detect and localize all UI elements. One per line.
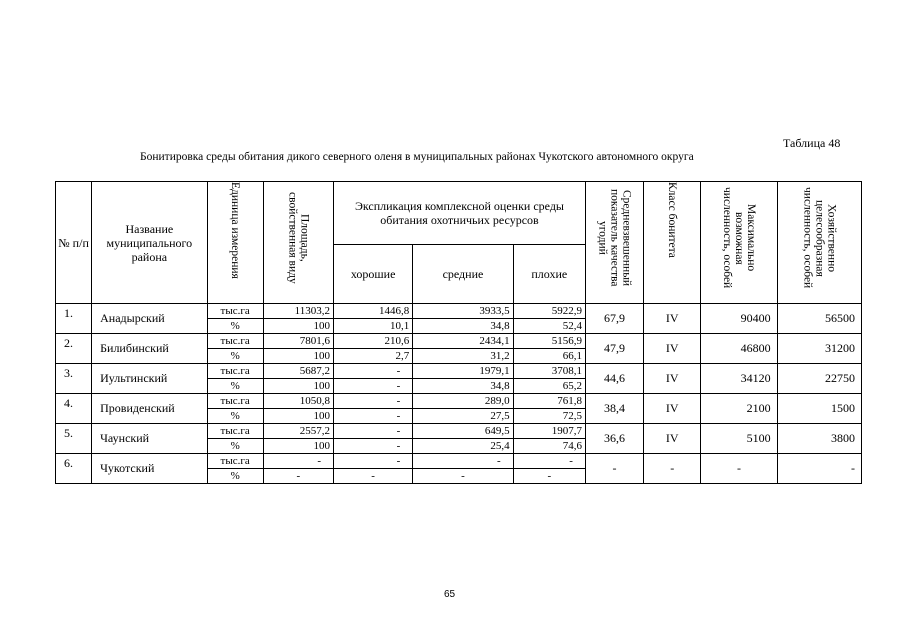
area-value: 100 (263, 439, 333, 454)
header-max-pop: Максимально возможная численность, особей (701, 182, 777, 304)
unit: тыс.га (207, 394, 263, 409)
econ-population: 22750 (777, 364, 861, 394)
medium-value: - (413, 454, 513, 469)
table-row (56, 364, 862, 379)
district-name: Билибинский (92, 334, 207, 364)
max-population: - (701, 454, 777, 484)
header-name: Название муниципального района (92, 182, 207, 304)
avg-quality: 47,9 (585, 334, 643, 364)
table-row (56, 394, 862, 409)
area-value: 2557,2 (263, 424, 333, 439)
max-population: 2100 (701, 394, 777, 424)
table-row (56, 334, 862, 349)
district-name: Анадырский (92, 304, 207, 334)
unit: % (207, 439, 263, 454)
good-value: - (334, 379, 413, 394)
area-value: 11303,2 (263, 304, 333, 319)
area-value: 5687,2 (263, 364, 333, 379)
bonitet-class: IV (644, 394, 701, 424)
row-number: 6. (56, 454, 92, 484)
medium-value: 3933,5 (413, 304, 513, 319)
bad-value: 74,6 (513, 439, 585, 454)
bad-value: 5156,9 (513, 334, 585, 349)
header-econ-pop: Хозяйственно целесообразная численность, особей (777, 182, 861, 304)
good-value: - (334, 394, 413, 409)
table-number: Таблица 48 (783, 136, 841, 150)
medium-value: 2434,1 (413, 334, 513, 349)
header-bad: плохие (513, 245, 585, 304)
medium-value: 289,0 (413, 394, 513, 409)
area-value: 100 (263, 379, 333, 394)
bad-value: 5922,9 (513, 304, 585, 319)
max-population: 34120 (701, 364, 777, 394)
good-value: 210,6 (334, 334, 413, 349)
avg-quality: - (585, 454, 643, 484)
unit: % (207, 409, 263, 424)
area-value: 1050,8 (263, 394, 333, 409)
bonitet-class: IV (644, 304, 701, 334)
good-value: - (334, 409, 413, 424)
avg-quality: 44,6 (585, 364, 643, 394)
unit: % (207, 379, 263, 394)
econ-population: 1500 (777, 394, 861, 424)
area-value: - (263, 454, 333, 469)
bad-value: 66,1 (513, 349, 585, 364)
unit: % (207, 469, 263, 484)
good-value: 10,1 (334, 319, 413, 334)
bonitet-class: IV (644, 424, 701, 454)
avg-quality: 36,6 (585, 424, 643, 454)
area-value: 100 (263, 349, 333, 364)
good-value: 1446,8 (334, 304, 413, 319)
row-number: 4. (56, 394, 92, 424)
row-number: 3. (56, 364, 92, 394)
good-value: - (334, 424, 413, 439)
max-population: 90400 (701, 304, 777, 334)
area-value: 7801,6 (263, 334, 333, 349)
good-value: - (334, 469, 413, 484)
medium-value: - (413, 469, 513, 484)
header-avg-quality: Средневзвешенный показатель качества угодий (585, 182, 643, 304)
econ-population: - (777, 454, 861, 484)
header-medium: средние (413, 245, 513, 304)
header-num: № п/п (56, 182, 92, 304)
bad-value: 72,5 (513, 409, 585, 424)
unit: тыс.га (207, 424, 263, 439)
good-value: - (334, 454, 413, 469)
table-caption: Бонитировка среды обитания дикого северного оленя в муниципальных районах Чукотского автономного округа (140, 151, 694, 163)
avg-quality: 38,4 (585, 394, 643, 424)
bad-value: - (513, 454, 585, 469)
bad-value: - (513, 469, 585, 484)
district-name: Провиденский (92, 394, 207, 424)
area-value: 100 (263, 319, 333, 334)
medium-value: 34,8 (413, 379, 513, 394)
unit: тыс.га (207, 304, 263, 319)
avg-quality: 67,9 (585, 304, 643, 334)
econ-population: 31200 (777, 334, 861, 364)
unit: % (207, 349, 263, 364)
bad-value: 52,4 (513, 319, 585, 334)
header-good: хорошие (334, 245, 413, 304)
unit: тыс.га (207, 364, 263, 379)
medium-value: 649,5 (413, 424, 513, 439)
medium-value: 1979,1 (413, 364, 513, 379)
table-row (56, 424, 862, 439)
district-name: Иультинский (92, 364, 207, 394)
row-number: 2. (56, 334, 92, 364)
header-explication: Экспликация комплексной оценки среды обитания охотничьих ресурсов (334, 182, 586, 245)
good-value: 2,7 (334, 349, 413, 364)
district-name: Чукотский (92, 454, 207, 484)
header-unit: Единица измерения (207, 182, 263, 304)
medium-value: 25,4 (413, 439, 513, 454)
row-number: 1. (56, 304, 92, 334)
good-value: - (334, 364, 413, 379)
area-value: - (263, 469, 333, 484)
unit: тыс.га (207, 454, 263, 469)
page-number: 65 (444, 589, 456, 600)
table-row (56, 454, 862, 469)
bonitet-class: - (644, 454, 701, 484)
good-value: - (334, 439, 413, 454)
bonitet-table (55, 181, 862, 484)
table-row (56, 304, 862, 319)
area-value: 100 (263, 409, 333, 424)
bonitet-class: IV (644, 334, 701, 364)
bad-value: 65,2 (513, 379, 585, 394)
econ-population: 3800 (777, 424, 861, 454)
unit: % (207, 319, 263, 334)
max-population: 5100 (701, 424, 777, 454)
district-name: Чаунский (92, 424, 207, 454)
max-population: 46800 (701, 334, 777, 364)
row-number: 5. (56, 424, 92, 454)
medium-value: 27,5 (413, 409, 513, 424)
bad-value: 761,8 (513, 394, 585, 409)
bad-value: 3708,1 (513, 364, 585, 379)
unit: тыс.га (207, 334, 263, 349)
econ-population: 56500 (777, 304, 861, 334)
header-class: Класс бонитета (644, 182, 701, 304)
header-area: Площадь, свойственная виду (263, 182, 333, 304)
medium-value: 31,2 (413, 349, 513, 364)
medium-value: 34,8 (413, 319, 513, 334)
bad-value: 1907,7 (513, 424, 585, 439)
bonitet-class: IV (644, 364, 701, 394)
